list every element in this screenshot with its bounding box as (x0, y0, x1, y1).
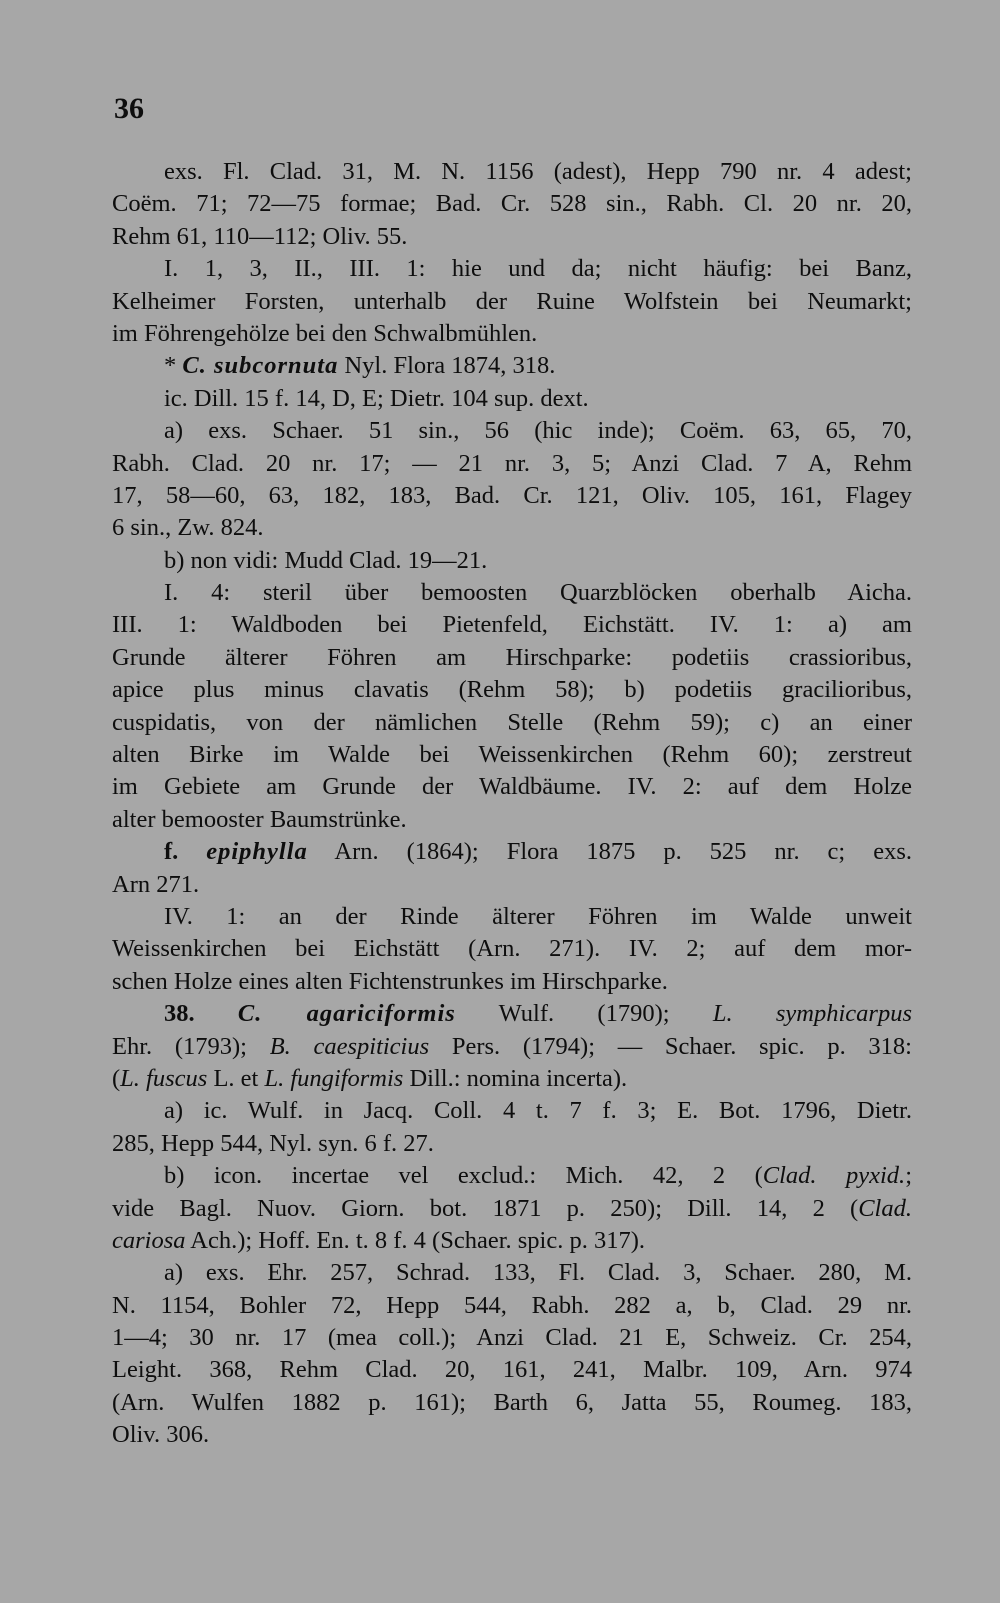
text-line: a) exs. Ehr. 257, Schrad. 133, Fl. Clad. 3, Schaer. 280, M. (164, 1259, 912, 1287)
text-line: III. 1: Waldboden bei Pietenfeld, Eichstätt. IV. 1: a) am (112, 611, 912, 639)
text-line: Weissenkirchen bei Eichstätt (Arn. 271). IV. 2; auf dem mor- (112, 935, 912, 963)
form-name: epiphylla (206, 838, 308, 866)
synonym: Clad. pyxid. (762, 1162, 906, 1190)
text-body (112, 156, 912, 1452)
text-line: exs. Fl. Clad. 31, M. N. 1156 (adest), Hepp 790 nr. 4 adest; (164, 158, 912, 185)
text-line: Coëm. 71; 72—75 formae; Bad. Cr. 528 sin., Rabh. Cl. 20 nr. 20, (112, 190, 912, 218)
species-heading (112, 350, 912, 382)
species-number: 38. (164, 1000, 238, 1028)
heading-marker: * (164, 352, 183, 380)
text-line: Rabh. Clad. 20 nr. 17; — 21 nr. 3, 5; Anzi Clad. 7 A, Rehm (112, 449, 912, 477)
text-line: Oliv. 306. (112, 1421, 210, 1449)
text-line: 285, Hepp 544, Nyl. syn. 6 f. 27. (112, 1129, 434, 1157)
text-line: Leight. 368, Rehm Clad. 20, 161, 241, Malbr. 109, Arn. 974 (112, 1356, 912, 1384)
synonym: L. fungiformis (264, 1064, 404, 1092)
synonym: Clad. (858, 1194, 912, 1222)
text-line: Grunde älterer Föhren am Hirschparke: podetiis crassioribus, (112, 643, 912, 671)
text-line: N. 1154, Bohler 72, Hepp 544, Rabh. 282 a, b, Clad. 29 nr. (112, 1291, 912, 1319)
text-line: cariosa Ach.); Hoff. En. t. 8 f. 4 (Schaer. spic. p. 317). (112, 1226, 646, 1254)
text-line: Ehr. (1793); B. caespiticius Pers. (1794); — Schaer. spic. p. 318: (112, 1032, 912, 1060)
text-line: IV. 1: an der Rinde älterer Föhren im Walde unweit (164, 902, 912, 930)
text-line: a) exs. Schaer. 51 sin., 56 (hic inde); Coëm. 63, 65, 70, (164, 417, 912, 445)
text-line: im Föhrengehölze bei den Schwalbmühlen. (112, 319, 538, 347)
text-line: cuspidatis, von der nämlichen Stelle (Rehm 59); c) an einer (112, 708, 912, 736)
text-line: Arn 271. (112, 870, 200, 898)
text-line: I. 1, 3, II., III. 1: hie und da; nicht häufig: bei Banz, (164, 255, 912, 283)
text-line: schen Holze eines alten Fichtenstrunkes im Hirschparke. (112, 967, 668, 995)
text-line: apice plus minus clavatis (Rehm 58); b) podetiis gracilioribus, (112, 676, 912, 704)
text-line: b) icon. incertae vel exclud.: Mich. 42, 2 (Clad. pyxid.; (164, 1162, 912, 1190)
text-line: (Arn. Wulfen 1882 p. 161); Barth 6, Jatta 55, Roumeg. 183, (112, 1388, 912, 1416)
text-line: alter bemooster Baumstrünke. (112, 805, 407, 833)
heading-citation: Wulf. (1790); (455, 1000, 713, 1028)
heading-citation: Arn. (1864); Flora 1875 p. 525 nr. c; exs. (307, 838, 912, 866)
synonym: L. fuscus (120, 1064, 208, 1092)
text-line: vide Bagl. Nuov. Giorn. bot. 1871 p. 250); Dill. 14, 2 (Clad. (112, 1194, 912, 1222)
page-number: 36 (114, 92, 144, 125)
text-line: 6 sin., Zw. 824. (112, 514, 264, 542)
synonym: L. symphicarpus (712, 1000, 912, 1028)
text-line: ic. Dill. 15 f. 14, D, E; Dietr. 104 sup. dext. (164, 384, 589, 412)
heading-citation: Nyl. Flora 1874, 318. (338, 352, 556, 380)
heading-marker: f. (164, 838, 207, 866)
synonym: cariosa (112, 1226, 186, 1254)
species-heading (112, 998, 912, 1030)
text-line: I. 4: steril über bemoosten Quarzblöcken oberhalb Aicha. (164, 579, 912, 607)
text-line: alten Birke im Walde bei Weissenkirchen (Rehm 60); zerstreut (112, 741, 912, 769)
text-line: b) non vidi: Mudd Clad. 19—21. (164, 546, 488, 574)
text-line: im Gebiete am Grunde der Waldbäume. IV. 2: auf dem Holze (112, 773, 912, 801)
species-name: C. agariciformis (237, 1000, 456, 1028)
text-line: a) ic. Wulf. in Jacq. Coll. 4 t. 7 f. 3; E. Bot. 1796, Dietr. (164, 1097, 912, 1125)
synonym: B. caespiticius (269, 1032, 430, 1060)
text-line: Kelheimer Forsten, unterhalb der Ruine Wolfstein bei Neumarkt; (112, 287, 912, 315)
species-name: C. subcornuta (182, 352, 339, 380)
form-heading (112, 836, 912, 868)
text-line: 1—4; 30 nr. 17 (mea coll.); Anzi Clad. 21 E, Schweiz. Cr. 254, (112, 1324, 912, 1352)
text-line: (L. fuscus L. et L. fungiformis Dill.: nomina incerta). (112, 1064, 628, 1092)
text-line: Rehm 61, 110—112; Oliv. 55. (112, 222, 408, 250)
text-line: 17, 58—60, 63, 182, 183, Bad. Cr. 121, Oliv. 105, 161, Flagey (112, 481, 912, 509)
